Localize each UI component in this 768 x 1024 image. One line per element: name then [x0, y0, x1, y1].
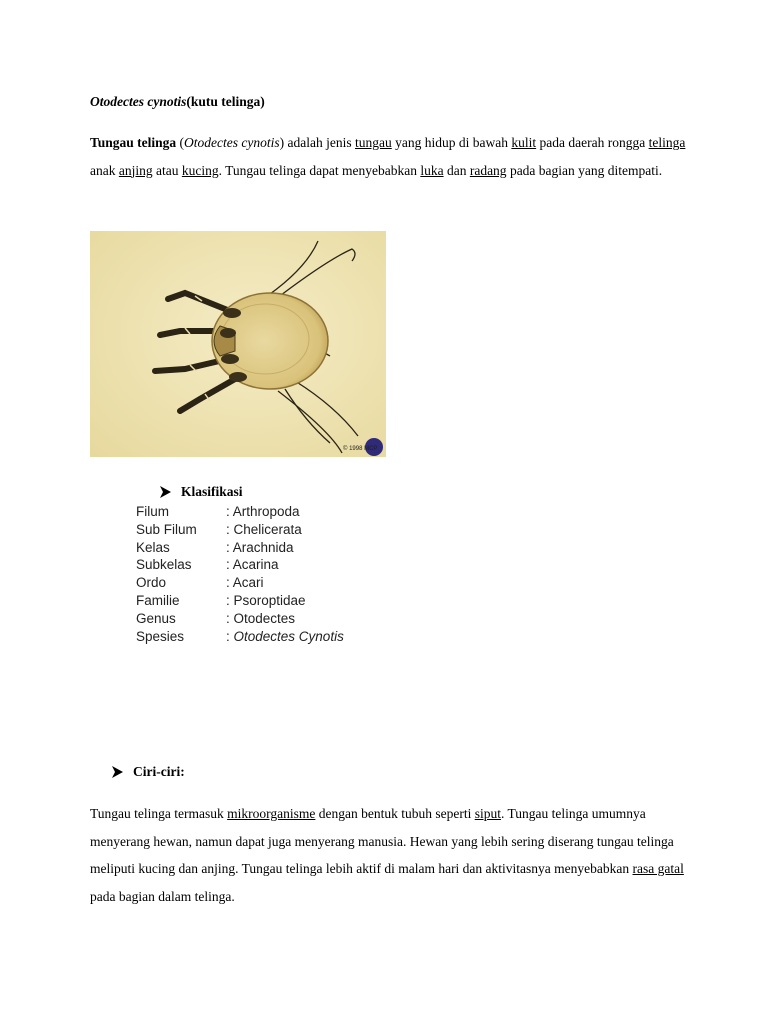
intro-text: ( — [176, 135, 185, 150]
link-radang[interactable]: radang — [469, 162, 507, 178]
classification-key: Subkelas — [136, 557, 192, 573]
classification-key: Ordo — [136, 575, 167, 591]
intro-text: pada bagian yang ditempati. — [506, 162, 663, 178]
link-kucing[interactable]: kucing — [181, 162, 219, 178]
link-luka[interactable]: luka — [420, 162, 444, 178]
intro-text: yang hidup di bawah — [391, 135, 512, 150]
classification-row — [136, 556, 344, 574]
link-mikroorganisme[interactable]: mikroorganisme — [227, 806, 316, 821]
arrowhead-bullet-icon — [160, 486, 171, 498]
classification-value: : Acari — [226, 575, 264, 591]
ciri-paragraph — [90, 800, 690, 910]
classification-row — [136, 574, 344, 592]
classification-key: Sub Filum — [136, 521, 197, 537]
link-tungau[interactable]: tungau — [355, 135, 392, 150]
classification-value: : Arthropoda — [226, 504, 300, 519]
ciri-text: Tungau telinga termasuk — [90, 806, 228, 821]
link-rasa-gatal[interactable]: rasa gatal — [632, 861, 684, 876]
classification-value: : Acarina — [226, 557, 279, 573]
ciri-text: dengan bentuk tubuh seperti — [315, 806, 475, 821]
ear-mite-photo — [90, 231, 386, 457]
intro-term: Tungau telinga — [90, 135, 177, 150]
classification-row — [136, 539, 344, 557]
classification-value-prefix: : — [226, 628, 234, 644]
document-title — [90, 94, 265, 110]
link-anjing[interactable]: anjing — [118, 162, 153, 178]
intro-paragraph — [90, 129, 690, 184]
classification-row — [136, 592, 344, 610]
classification-value: : Arachnida — [226, 539, 294, 555]
classification-row — [136, 628, 344, 646]
classification-key: Genus — [136, 610, 176, 626]
intro-text: atau — [152, 162, 182, 178]
link-telinga[interactable]: telinga — [648, 135, 686, 150]
classification-value: : Psoroptidae — [226, 592, 306, 608]
photo-watermark: © 1998 MCP — [343, 446, 378, 452]
classification-key: Filum — [136, 504, 169, 519]
intro-text: . Tungau telinga dapat menyebabkan — [218, 162, 421, 178]
ciri-text: . Tungau telinga umumnya menyerang hewan, namun dapat juga menyerang manusia. Hewan yang lebih sering diserang tungau telinga meliputi kucing dan anjing. Tungau telinga lebih aktif di malam hari dan aktivitasnya menyebabkan — [90, 806, 674, 876]
title-species: Otodectes cynotis — [90, 94, 187, 109]
classification-row — [136, 521, 344, 539]
intro-text: dan — [443, 162, 470, 178]
intro-text: anak — [90, 162, 119, 178]
ciri-heading-text: Ciri-ciri: — [133, 764, 185, 779]
link-kulit[interactable]: kulit — [511, 135, 537, 150]
section-klasifikasi-heading — [160, 484, 243, 500]
classification-key: Familie — [136, 592, 180, 608]
classification-value: : Otodectes — [226, 610, 296, 626]
classification-key: Kelas — [136, 539, 170, 555]
classification-row — [136, 610, 344, 628]
intro-text: ) adalah jenis — [279, 135, 356, 150]
link-siput[interactable]: siput — [474, 806, 501, 821]
intro-text: pada daerah rongga — [536, 135, 649, 150]
arrowhead-bullet-icon — [112, 766, 123, 778]
classification-row — [136, 503, 344, 521]
ciri-text: pada bagian dalam telinga. — [90, 888, 235, 904]
classification-list — [136, 503, 344, 645]
classification-value-species: Otodectes Cynotis — [233, 628, 344, 644]
klasifikasi-heading-text: Klasifikasi — [181, 484, 243, 499]
title-common-name: (kutu telinga) — [186, 94, 265, 109]
classification-key: Spesies — [136, 628, 185, 644]
section-ciri-heading — [112, 764, 185, 780]
intro-species: Otodectes cynotis — [184, 135, 280, 150]
classification-value: : Chelicerata — [226, 521, 302, 537]
